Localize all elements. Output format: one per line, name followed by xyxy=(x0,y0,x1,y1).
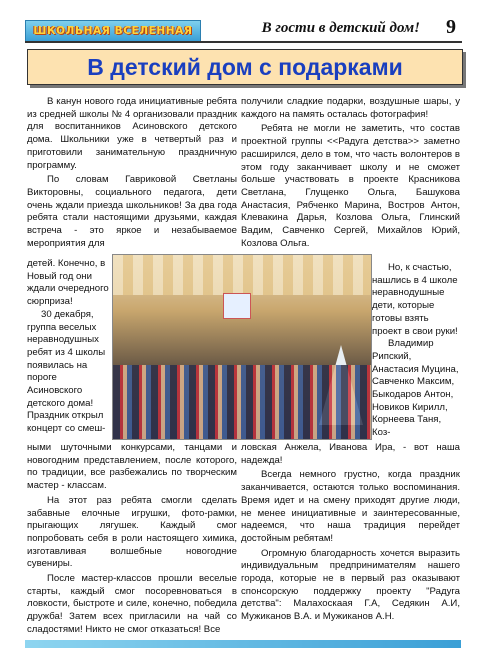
photo-crowd xyxy=(113,365,371,439)
newspaper-logo: ШКОЛЬНАЯ ВСЕЛЕННАЯ xyxy=(25,20,201,42)
left-narrow-column xyxy=(27,258,112,436)
paragraph: На этот раз ребята смогли сделать забавные елочные игрушки, фото-рамки, прыгающих лягушек. Каждый смог попробовать себя в роли настоящего химика, изготавливая волшебные новогодние сувениры. xyxy=(27,494,237,570)
paragraph: ловская Анжела, Иванова Ира, - вот наша надежда! xyxy=(241,442,460,466)
section-title: В гости в детский дом! xyxy=(261,20,420,36)
paragraph: В канун нового года инициативные ребята из средней школы № 4 организовали праздник для воспитанников Асиновского детского дома. Школьники уже в четвертый раз и приготовили занимательную праздничную программу. xyxy=(27,96,237,171)
page-number: 9 xyxy=(446,16,456,38)
photo-ceiling-decor xyxy=(113,255,371,295)
paragraph: Огромную благодарность хочется выразить индивидуальным предпринимателям нашего города, которые не в первый раз оказывают спонсорскую поддержку проекту "Радуга детства": Малахоскаая Г.А, Седякин А.И, Мужиканов В.А. и Мужиканов А.Н. xyxy=(241,547,460,623)
footer-bar xyxy=(25,640,461,648)
paragraph: 30 декабря, группа веселых неравнодушных ребят из 4 школы появилась на пороге Асиновского детского дома! Праздник открыл концерт со смеш- xyxy=(27,308,106,435)
article-title-box xyxy=(27,49,463,85)
header-divider xyxy=(25,41,462,43)
left-column-top xyxy=(27,96,237,252)
page-header xyxy=(0,0,480,48)
article-title: В детский дом с подарками xyxy=(87,53,403,80)
right-column-top xyxy=(241,96,460,252)
paragraph: получили сладкие подарки, воздушные шары, у каждого на память осталась фотография! xyxy=(241,96,460,120)
paragraph: Всегда немного грустно, когда праздник заканчивается, остаются только воспоминания. Время идет и на смену приходят другие люди, не менее инициативные и заинтересованные, надеемся, что наша традиция перейдет достойным ребятам! xyxy=(241,469,460,544)
paragraph: После мастер-классов прошли веселые старты, каждый смог посоревноваться в ловкости, быстроте и силе, конечно, победила дружба! Затем всех пригласили на чай со сладостями! Никто не смог отказаться! Все xyxy=(27,573,237,635)
right-column-bottom xyxy=(241,442,460,626)
photo-sign xyxy=(223,293,251,319)
paragraph: детей. Конечно, в Новый год они ждали очередного сюрприза! xyxy=(27,258,109,308)
paragraph: ными шуточными конкурсами, танцами и новогодним представлением, после которого, по традиции, все разбежались по творческим мастер - классам. xyxy=(27,442,237,492)
paragraph: По словам Гавриковой Светланы Викторовны, социального педагога, дети очень ждали приезда школьников! За два года ребята стали настоящими друзьями, каждая встреча - это яркое и незабываемое мероприятия для xyxy=(27,174,237,249)
paragraph: Но, к счастью, нашлись в 4 школе неравнодушные дети, которые готовы взять проект в свои руки! xyxy=(372,262,458,337)
right-narrow-column xyxy=(372,262,460,440)
paragraph: Владимир Рипский, Анастасия Муцина, Савченко Максим, Быкодаров Антон, Новиков Кирилл, Корнеева Таня, Коз- xyxy=(372,338,459,439)
paragraph: Ребята не могли не заметить, что состав проектной группы <<Радуга детства>> заметно расширился, дело в том, что часть волонтеров в этом году заканчивает школу и не сможет больше участвовать в проекте Красникова Светлана, Глущенко Ольга, Башукова Анастасия, Рябченко Марина, Востров Антон, Клевакина Дарья, Козлова Ольга, Глинский Вадим, Савченко Сергей, Михайлов Юрий, Козлова Ольга. xyxy=(241,123,460,249)
left-column-bottom xyxy=(27,442,237,639)
event-photo xyxy=(112,254,372,440)
